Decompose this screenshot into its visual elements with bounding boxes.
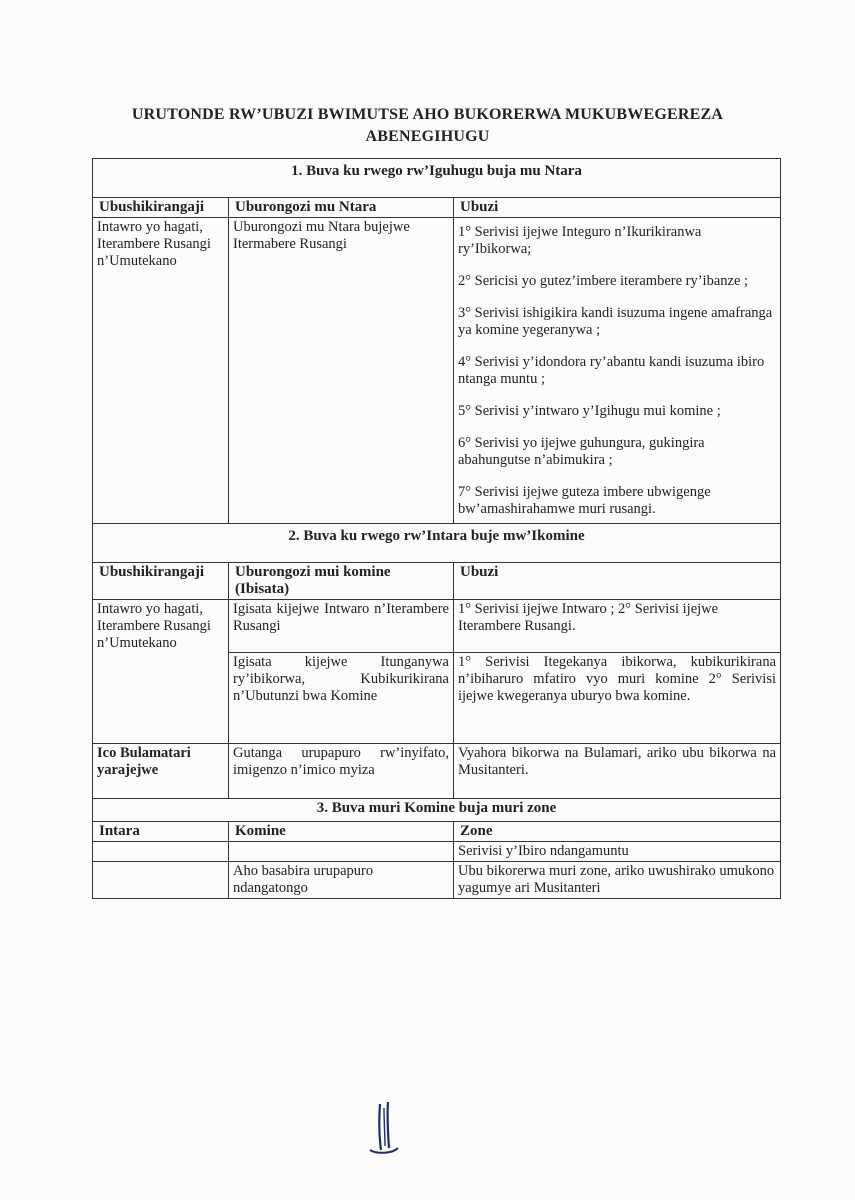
section-1-heading-row	[93, 159, 781, 198]
section-1-header-row	[93, 198, 781, 218]
section-2-heading: 2. Buva ku rwego rw’Intara buje mw’Ikomine	[93, 524, 781, 563]
section-2-services-1: 1° Serivisi ijejwe Intwaro ; 2° Serivisi ijejwe Iterambere Rusangi.	[454, 600, 781, 653]
section-2-services-2: 1° Serivisi Itegekanya ibikorwa, kubikurikirana n’ibiharuro mfatiro vyo muri komine 2° Serivisi ijejwe kwegeranya uburyo bwa komine.	[454, 653, 781, 744]
service-item: 3° Serivisi ishigikira kandi isuzuma ingene amafranga ya komine yegeranywa ;	[458, 305, 773, 338]
section-2-row-3	[93, 744, 781, 799]
service-item: 4° Serivisi y’idondora ry’abantu kandi isuzuma ibiro ntanga muntu ;	[458, 354, 765, 387]
section-1-row	[93, 218, 781, 524]
section-3-zone-1: Serivisi y’Ibiro ndangamuntu	[454, 842, 781, 862]
service-item: 6° Serivisi yo ijejwe guhungura, gukingira abahungutse n’abimukira ;	[458, 435, 705, 468]
transfer-table	[92, 158, 781, 899]
section-1-services-list	[454, 218, 781, 524]
service-item: 7° Serivisi ijejwe guteza imbere ubwigenge bw’amashirahamwe muri rusangi.	[458, 484, 711, 517]
header-komine: Komine	[229, 822, 454, 842]
section-3-komine-2: Aho basabira urupapuro ndangatongo	[229, 862, 454, 899]
service-item: 2° Sericisi yo gutez’imbere iterambere ry’ibanze ;	[458, 273, 749, 289]
section-2-office-services: Vyahora bikorwa na Bulamari, ariko ubu bikorwa na Musitanteri.	[454, 744, 781, 799]
section-2-admin-2: Igisata kijejwe Itunganywa ry’ibikorwa, Kubikurikirana n’Ubutunzi bwa Komine	[229, 653, 454, 744]
handwritten-initials-signature	[366, 1098, 402, 1156]
section-1-heading: 1. Buva ku rwego rw’Iguhugu buja mu Ntara	[93, 159, 781, 198]
section-3-komine-1	[229, 842, 454, 862]
section-2-row-1	[93, 600, 781, 653]
section-3-heading-row	[93, 799, 781, 822]
header-intara: Intara	[93, 822, 229, 842]
header-administration: Uburongozi mui komine (Ibisata)	[229, 563, 454, 600]
section-3-row-2	[93, 862, 781, 899]
section-1-ministry: Intawro yo hagati, Iterambere Rusangi n’Umutekano	[93, 218, 229, 524]
header-administration: Uburongozi mu Ntara	[229, 198, 454, 218]
section-2-heading-row	[93, 524, 781, 563]
header-ministry: Ubushikirangaji	[93, 563, 229, 600]
service-item: 5° Serivisi y’intwaro y’Igihugu mui komine ;	[458, 403, 721, 419]
header-services: Ubuzi	[454, 198, 781, 218]
section-2-ministry: Intawro yo hagati, Iterambere Rusangi n’Umutekano	[93, 600, 229, 744]
section-3-row-1	[93, 842, 781, 862]
section-3-header-row	[93, 822, 781, 842]
section-2-header-row	[93, 563, 781, 600]
section-2-admin-1: Igisata kijejwe Intwaro n’Iterambere Rusangi	[229, 600, 454, 653]
section-3-zone-2: Ubu bikorerwa muri zone, ariko uwushirako umukono yagumye ari Musitanteri	[454, 862, 781, 899]
document-title	[60, 104, 795, 148]
section-3-intara-2	[93, 862, 229, 899]
title-line-1: URUTONDE RW’UBUZI BWIMUTSE AHO BUKORERWA MUKUBWEGEREZA	[131, 106, 724, 123]
service-item: 1° Serivisi ijejwe Integuro n’Ikurikiranwa ry’Ibikorwa;	[458, 224, 702, 257]
section-3-intara-1	[93, 842, 229, 862]
section-1-admin: Uburongozi mu Ntara bujejwe Itermabere Rusangi	[229, 218, 454, 524]
header-ministry: Ubushikirangaji	[93, 198, 229, 218]
header-services: Ubuzi	[454, 563, 781, 600]
title-line-2: ABENEGIHUGU	[365, 128, 490, 145]
section-2-office-admin: Gutanga urupapuro rw’inyifato, imigenzo n’imico myiza	[229, 744, 454, 799]
section-2-office-label: Ico Bulamatari yarajejwe	[93, 744, 229, 799]
section-3-heading: 3. Buva muri Komine buja muri zone	[93, 799, 781, 822]
header-zone: Zone	[454, 822, 781, 842]
